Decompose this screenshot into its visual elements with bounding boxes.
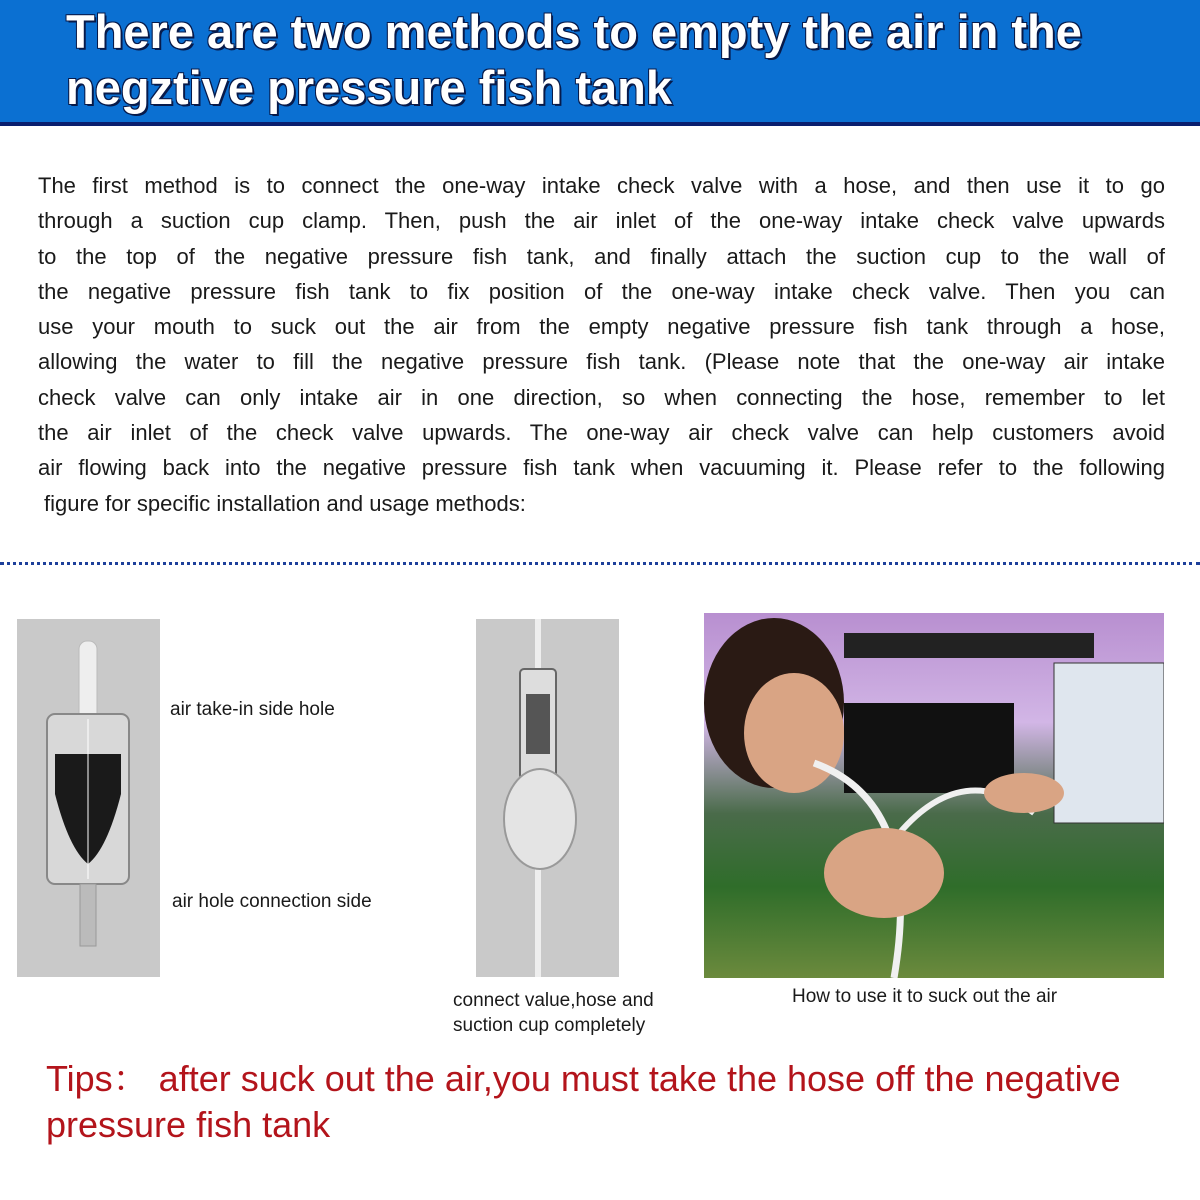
person-sucking-air-photo <box>704 613 1164 978</box>
header-banner <box>0 0 1200 126</box>
text-line: figure for specific installation and usage methods: <box>44 490 526 516</box>
text-line: The first method is to connect the one-way intake check valve with a hose, and then use it to go <box>38 173 1165 198</box>
photo-caption: How to use it to suck out the air <box>792 986 1058 1007</box>
text-line: the negative pressure fish tank to fix position of the one-way intake check valve. Then you can <box>38 278 1165 304</box>
dotted-divider <box>0 562 1200 565</box>
text-line: to the top of the negative pressure fish tank, and finally attach the suction cup to the wall of <box>38 243 1165 269</box>
text-line: allowing the water to fill the negative pressure fish tank. (Please note that the one-way air intake <box>38 349 1165 375</box>
assembly-caption-line: suction cup completely <box>453 1015 646 1036</box>
tips-note: Tips： after suck out the air,you must take the hose off the negative pressure fish tank <box>46 1058 1121 1145</box>
assembly-caption-line: connect value,hose and <box>453 990 654 1011</box>
text-line: air flowing back into the negative pressure fish tank when vacuuming it. Please refer to the following <box>38 455 1165 481</box>
valve-bottom-label: air hole connection side <box>172 891 372 912</box>
assembly-caption <box>453 988 654 1038</box>
assembly-image <box>476 619 619 977</box>
usage-photo <box>704 613 1164 978</box>
text-line: the air inlet of the check valve upwards. The one-way air check valve can help customers avoid <box>38 420 1165 446</box>
method-description <box>38 168 1165 521</box>
check-valve-illustration <box>17 619 160 977</box>
valve-top-label: air take-in side hole <box>170 699 335 720</box>
page-title: There are two methods to empty the air in the negztive pressure fish tank <box>66 5 1082 114</box>
check-valve-image <box>17 619 160 977</box>
text-line: through a suction cup clamp. Then, push the air inlet of the one-way intake check valve upwards <box>38 208 1165 234</box>
valve-suction-cup-illustration <box>476 619 619 977</box>
text-line: check valve can only intake air in one direction, so when connecting the hose, remember to let <box>38 384 1165 410</box>
text-line: use your mouth to suck out the air from the empty negative pressure fish tank through a hose, <box>38 314 1165 340</box>
